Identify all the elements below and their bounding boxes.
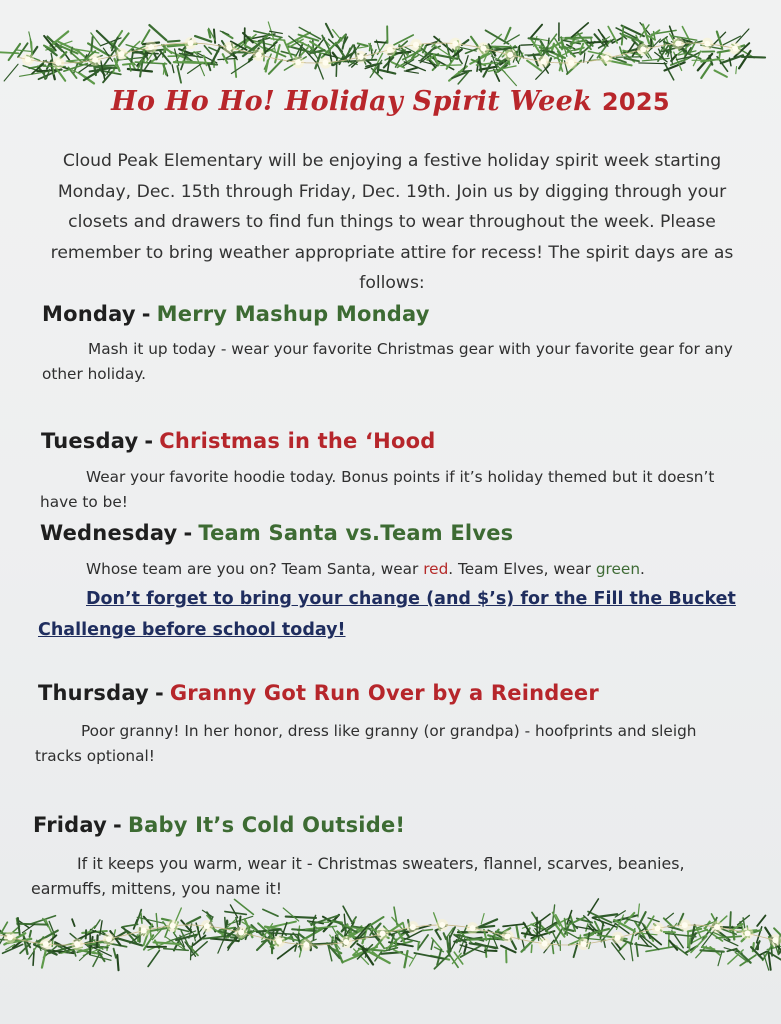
pine-needle: [486, 30, 509, 43]
pine-needle: [481, 914, 484, 924]
pine-needle: [375, 42, 387, 43]
pine-needle: [422, 930, 432, 931]
pine-needle: [528, 38, 538, 39]
day-name: Wednesday: [40, 521, 178, 545]
page-title: [0, 86, 781, 117]
pine-needle: [333, 53, 337, 59]
pine-needle: [718, 50, 730, 52]
day-heading-wednesday: [40, 521, 513, 545]
pine-needle: [1, 922, 7, 933]
pine-needle: [736, 949, 750, 962]
day-description-thursday: [35, 719, 735, 769]
light-bulb: [238, 929, 244, 935]
light-bulb: [303, 942, 309, 948]
pine-needle: [91, 37, 92, 51]
description-text-a: Whose team are you on? Team Santa, wear: [86, 560, 424, 578]
light-bulb: [604, 55, 610, 61]
day-separator: -: [141, 302, 151, 326]
pine-needle: [79, 952, 88, 961]
light-bulb: [295, 59, 301, 65]
pine-needle: [435, 930, 440, 939]
pine-needle: [142, 30, 150, 43]
pine-needle: [42, 951, 46, 968]
pine-needle: [648, 918, 659, 922]
pine-needle: [742, 57, 765, 58]
pine-needle: [230, 905, 237, 918]
pine-needle: [460, 945, 481, 957]
pine-needle: [669, 941, 677, 950]
pine-needle: [431, 940, 433, 949]
pine-needle: [531, 945, 532, 952]
pine-needle: [204, 46, 211, 54]
light-bulb: [188, 40, 194, 46]
pine-needle: [393, 950, 413, 959]
light-bulb: [655, 925, 661, 931]
garland-top-decoration: [0, 8, 781, 98]
light-bulb: [452, 41, 458, 47]
pine-needle: [622, 26, 624, 44]
light-bulb: [507, 52, 513, 58]
pine-needle: [584, 53, 585, 62]
day-theme: Merry Mashup Monday: [156, 302, 430, 326]
pine-needle: [739, 51, 750, 68]
day-separator: -: [183, 521, 193, 545]
pine-needle: [552, 44, 554, 53]
pine-needle: [505, 28, 510, 40]
title-text: Ho Ho Ho! Holiday Spirit Week: [111, 86, 593, 117]
pine-needle: [355, 47, 367, 49]
description-text: If it keeps you warm, wear it - Christmas sweaters, flannel, scarves, beanies, earmuffs, mittens, you name it!: [31, 854, 685, 898]
light-bulb: [92, 57, 98, 63]
pine-needle: [588, 899, 598, 915]
description-text: Wear your favorite hoodie today. Bonus points if it’s holiday themed but it doesn’t have to be!: [40, 468, 715, 511]
pine-needle: [651, 38, 652, 49]
pine-needle: [263, 909, 278, 916]
pine-needle: [322, 35, 330, 50]
pine-needle: [234, 899, 253, 914]
pine-needle: [72, 919, 75, 926]
pine-needle: [536, 914, 550, 925]
color-word-red: red: [423, 560, 449, 578]
light-bulb: [7, 934, 13, 940]
pine-needle: [574, 944, 578, 957]
pine-needle: [441, 65, 461, 66]
day-theme: Granny Got Run Over by a Reindeer: [169, 681, 599, 705]
pine-needle: [378, 70, 395, 74]
pine-needle: [560, 47, 573, 48]
pine-needle: [333, 30, 342, 41]
light-bulb: [106, 936, 112, 942]
pine-needle: [174, 62, 203, 63]
pine-needle: [620, 47, 623, 55]
day-separator: -: [113, 813, 122, 837]
pine-needle: [521, 45, 533, 46]
pine-needle: [724, 939, 738, 945]
light-bulb: [505, 933, 511, 939]
pine-needle: [130, 65, 131, 71]
day-heading-tuesday: [41, 429, 435, 453]
pine-needle: [286, 917, 316, 918]
pine-needle: [74, 950, 76, 956]
title-year: 2025: [601, 88, 670, 116]
day-heading-monday: [42, 302, 430, 326]
day-description-wednesday: [40, 557, 750, 582]
pine-needle: [29, 952, 34, 958]
pine-needle: [530, 25, 542, 39]
pine-needle: [195, 36, 211, 42]
day-name: Thursday: [38, 681, 149, 705]
light-bulb: [413, 42, 419, 48]
day-description-tuesday: [40, 465, 750, 515]
light-bulb: [55, 60, 61, 66]
light-bulb: [74, 941, 80, 947]
pine-needle: [701, 950, 724, 951]
pine-needle: [701, 59, 719, 61]
pine-needle: [539, 922, 540, 931]
light-bulb: [542, 941, 548, 947]
light-bulb: [25, 56, 31, 62]
fill-the-bucket-reminder: [38, 584, 738, 646]
light-bulb: [358, 54, 364, 60]
pine-needle: [94, 920, 100, 928]
pine-needle: [552, 932, 559, 946]
pine-needle: [396, 939, 397, 947]
pine-needle: [114, 949, 116, 958]
day-name: Tuesday: [41, 429, 139, 453]
pine-needle: [714, 70, 726, 76]
pine-needle: [419, 935, 428, 948]
light-bulb: [256, 52, 262, 58]
pine-needle: [736, 67, 737, 74]
pine-needle: [326, 24, 333, 37]
pine-needle: [283, 908, 298, 921]
day-name: Monday: [42, 302, 136, 326]
garland-bottom-decoration: [0, 890, 781, 980]
pine-needle: [638, 904, 639, 917]
pine-needle: [730, 912, 731, 928]
pine-needle: [404, 951, 407, 967]
pine-needle: [298, 935, 301, 951]
pine-needle: [450, 936, 451, 952]
pine-needle: [31, 42, 32, 55]
light-bulb: [141, 928, 147, 934]
pine-needle: [4, 64, 18, 81]
pine-needle: [639, 63, 667, 64]
pine-needle: [468, 939, 497, 940]
pine-needle: [516, 926, 518, 938]
light-bulb: [581, 941, 587, 947]
pine-needle: [407, 68, 418, 71]
pine-needle: [721, 55, 743, 63]
light-bulb: [640, 46, 646, 52]
day-heading-thursday: [38, 681, 599, 705]
pine-needle: [117, 955, 118, 970]
pine-needle: [736, 29, 749, 43]
pine-needle: [344, 914, 345, 924]
pine-needle: [33, 949, 34, 965]
light-bulb: [170, 923, 176, 929]
light-bulb: [682, 922, 688, 928]
light-bulb: [410, 924, 416, 930]
light-bulb: [469, 925, 475, 931]
light-bulb: [540, 59, 546, 65]
pine-needle: [369, 43, 370, 50]
pine-needle: [378, 65, 379, 73]
light-bulb: [480, 45, 486, 51]
pine-needle: [716, 936, 741, 938]
light-bulb: [745, 930, 751, 936]
pine-needle: [643, 25, 649, 44]
light-bulb: [714, 924, 720, 930]
day-heading-friday: [33, 813, 405, 837]
pine-needle: [689, 938, 690, 951]
light-bulb: [704, 41, 710, 47]
reminder-text: Don’t forget to bring your change (and $’s) for the Fill the Bucket Challenge before school today!: [38, 589, 736, 640]
description-text: Poor granny! In her honor, dress like granny (or grandpa) - hoofprints and sleigh tracks optional!: [35, 722, 697, 765]
pine-needle: [234, 60, 236, 77]
light-bulb: [675, 41, 681, 47]
pine-needle: [266, 61, 268, 72]
pine-needle: [168, 41, 180, 42]
day-separator: -: [154, 681, 164, 705]
day-theme: Baby It’s Cold Outside!: [127, 813, 406, 837]
light-bulb: [226, 45, 232, 51]
day-description-monday: [42, 337, 742, 387]
pine-needle: [172, 65, 174, 73]
pine-needle: [586, 924, 588, 931]
light-bulb: [772, 937, 778, 943]
light-bulb: [387, 47, 393, 53]
light-bulb: [615, 935, 621, 941]
pine-needle: [187, 917, 200, 924]
light-bulb: [732, 45, 738, 51]
pine-needle: [630, 944, 632, 960]
light-bulb: [322, 60, 328, 66]
description-text: Mash it up today - wear your favorite Christmas gear with your favorite gear for any other holiday.: [42, 340, 733, 383]
pine-needle: [17, 924, 47, 925]
light-bulb: [568, 60, 574, 66]
pine-needle: [16, 50, 31, 51]
pine-needle: [501, 946, 515, 953]
light-bulb: [343, 939, 349, 945]
pine-needle: [93, 953, 100, 966]
description-text-b: . Team Elves, wear: [448, 560, 596, 578]
light-bulb: [148, 44, 154, 50]
pine-needle: [123, 63, 134, 64]
pine-needle: [444, 933, 446, 939]
pine-needle: [148, 950, 159, 966]
light-bulb: [380, 931, 386, 937]
pine-needle: [149, 25, 166, 40]
pine-needle: [30, 931, 31, 937]
pine-needle: [409, 955, 416, 967]
color-word-green: green: [595, 560, 641, 578]
light-bulb: [276, 938, 282, 944]
pine-needle: [240, 916, 241, 924]
description-text-c: .: [640, 560, 645, 578]
light-bulb: [43, 941, 49, 947]
pine-needle: [470, 943, 497, 947]
day-separator: -: [144, 429, 154, 453]
light-bulb: [118, 51, 124, 57]
pine-needle: [552, 943, 553, 953]
pine-needle: [769, 953, 771, 970]
pine-needle: [665, 913, 673, 919]
day-theme: Christmas in the ‘Hood: [159, 429, 436, 453]
pine-needle: [218, 59, 236, 60]
pine-needle: [503, 924, 525, 926]
pine-needle: [757, 916, 765, 926]
light-bulb: [204, 923, 210, 929]
light-bulb: [439, 922, 445, 928]
day-name: Friday: [33, 813, 108, 837]
day-theme: Team Santa vs.Team Elves: [198, 521, 514, 545]
intro-paragraph: Cloud Peak Elementary will be enjoying a festive holiday spirit week starting Monday, Dec. 15th through Friday, Dec. 19th. Join us by digging through your closets and drawers to find fun things to wear throughout the week. Please remember to bring weather appropriate attire for recess! The spirit days are as follows:: [50, 151, 734, 293]
